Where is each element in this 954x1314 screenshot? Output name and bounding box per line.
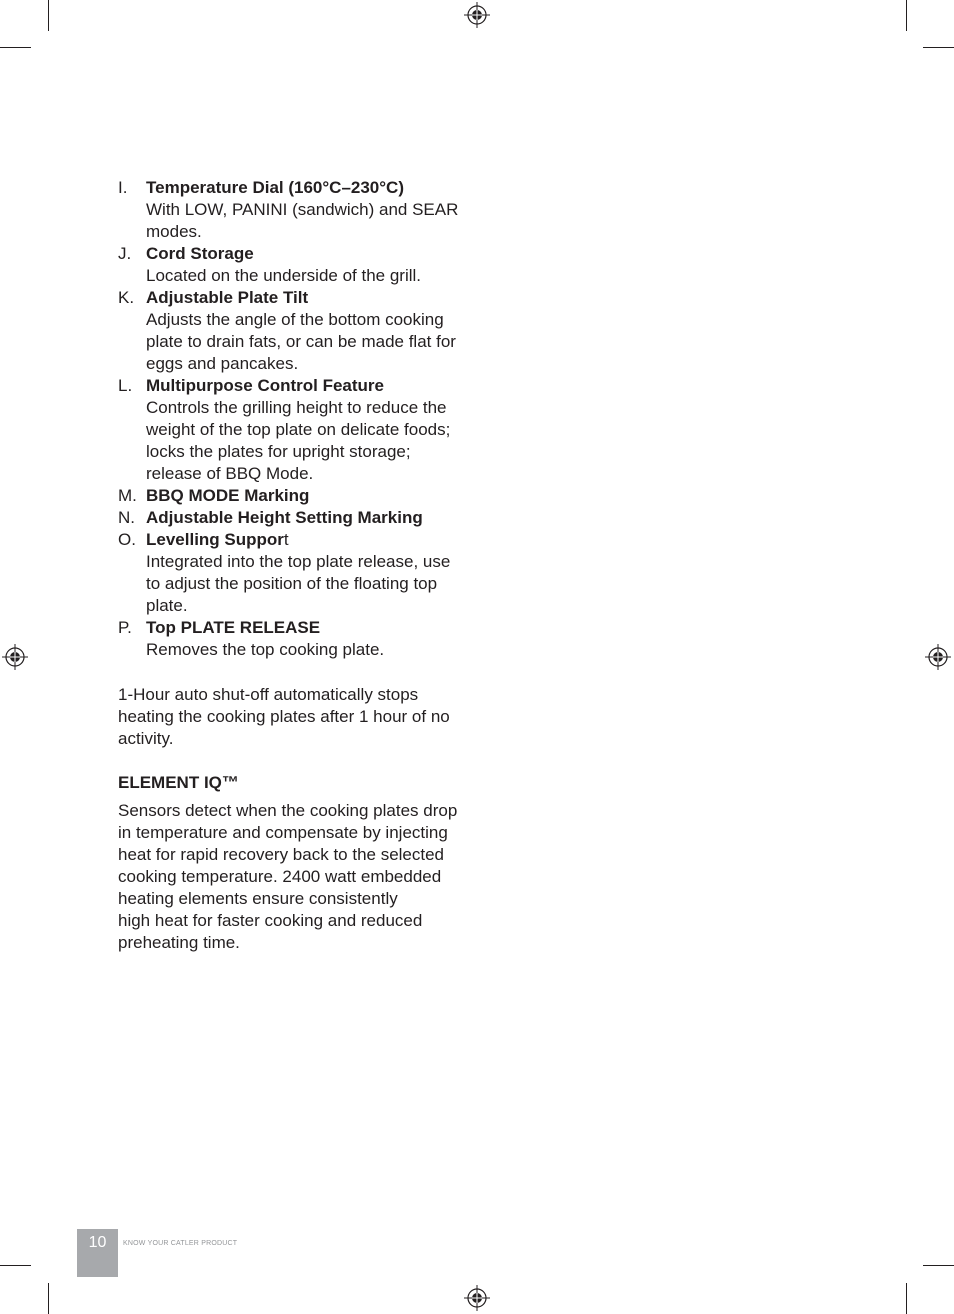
item-body bbox=[146, 485, 468, 507]
item-body bbox=[146, 177, 468, 243]
item-title: Adjustable Height Setting Marking bbox=[146, 508, 423, 527]
list-item bbox=[118, 177, 468, 243]
registration-mark-icon bbox=[925, 644, 951, 670]
list-item bbox=[118, 243, 468, 287]
feature-list bbox=[118, 177, 468, 661]
item-title: Adjustable Plate Tilt bbox=[146, 288, 309, 307]
crop-mark bbox=[923, 1265, 954, 1266]
item-description: Removes the top cooking plate. bbox=[146, 640, 385, 659]
item-description: Controls the grilling height to reduce the weight of the top plate on delicate foods; locks the plates for upright storage; release of BBQ Mode. bbox=[146, 398, 451, 483]
element-iq-heading: ELEMENT IQ™ bbox=[118, 773, 239, 792]
element-iq-text-line1: Sensors detect when the cooking plates drop in temperature and compensate by injecting heat for rapid recovery back to the selected cooking temperature. 2400 watt embedded heating elements ensure consistently bbox=[118, 801, 458, 908]
list-item bbox=[118, 287, 468, 375]
item-letter: O. bbox=[118, 530, 136, 549]
features-content bbox=[118, 177, 468, 954]
item-letter: I. bbox=[118, 178, 128, 197]
crop-mark bbox=[906, 1283, 907, 1314]
item-title-tail: t bbox=[283, 530, 289, 549]
crop-mark bbox=[0, 1265, 31, 1266]
item-body bbox=[146, 529, 468, 617]
item-body bbox=[146, 617, 468, 661]
footer-label: KNOW YOUR CATLER PRODUCT bbox=[123, 1240, 238, 1247]
item-letter: M. bbox=[118, 486, 137, 505]
item-letter: P. bbox=[118, 618, 132, 637]
list-item bbox=[118, 617, 468, 661]
crop-mark bbox=[48, 0, 49, 31]
list-item bbox=[118, 529, 468, 617]
item-description: Integrated into the top plate release, use to adjust the position of the floating top plate. bbox=[146, 552, 451, 615]
registration-mark-icon bbox=[464, 2, 490, 28]
item-letter: K. bbox=[118, 288, 135, 307]
crop-mark bbox=[923, 47, 954, 48]
auto-shutoff-paragraph: 1-Hour auto shut-off automatically stops heating the cooking plates after 1 hour of no activity. bbox=[118, 685, 450, 748]
item-description: Adjusts the angle of the bottom cooking plate to drain fats, or can be made flat for eggs and pancakes. bbox=[146, 310, 456, 373]
item-title: Temperature Dial (160°C–230°C) bbox=[146, 178, 404, 197]
registration-mark-icon bbox=[464, 1285, 490, 1311]
item-title: Top PLATE RELEASE bbox=[146, 618, 321, 637]
item-letter: N. bbox=[118, 508, 135, 527]
item-title: BBQ MODE Marking bbox=[146, 486, 310, 505]
list-item bbox=[118, 485, 468, 507]
crop-mark bbox=[906, 0, 907, 31]
page-number: 10 bbox=[77, 1229, 118, 1277]
item-title-main: Levelling Suppor bbox=[146, 530, 284, 549]
crop-mark bbox=[48, 1283, 49, 1314]
item-description: With LOW, PANINI (sandwich) and SEAR modes. bbox=[146, 200, 459, 241]
item-body bbox=[146, 375, 468, 485]
list-item bbox=[118, 507, 468, 529]
item-body bbox=[146, 507, 468, 529]
list-item bbox=[118, 375, 468, 485]
crop-mark bbox=[0, 47, 31, 48]
item-title bbox=[146, 529, 468, 551]
element-iq-paragraph bbox=[118, 800, 468, 954]
item-letter: J. bbox=[118, 244, 132, 263]
item-description: Located on the underside of the grill. bbox=[146, 266, 422, 285]
registration-mark-icon bbox=[2, 644, 28, 670]
item-body bbox=[146, 287, 468, 375]
item-body bbox=[146, 243, 468, 287]
item-title: Cord Storage bbox=[146, 244, 254, 263]
item-letter: L. bbox=[118, 376, 133, 395]
element-iq-text-line2: high heat for faster cooking and reduced preheating time. bbox=[118, 911, 423, 952]
item-title: Multipurpose Control Feature bbox=[146, 376, 384, 395]
